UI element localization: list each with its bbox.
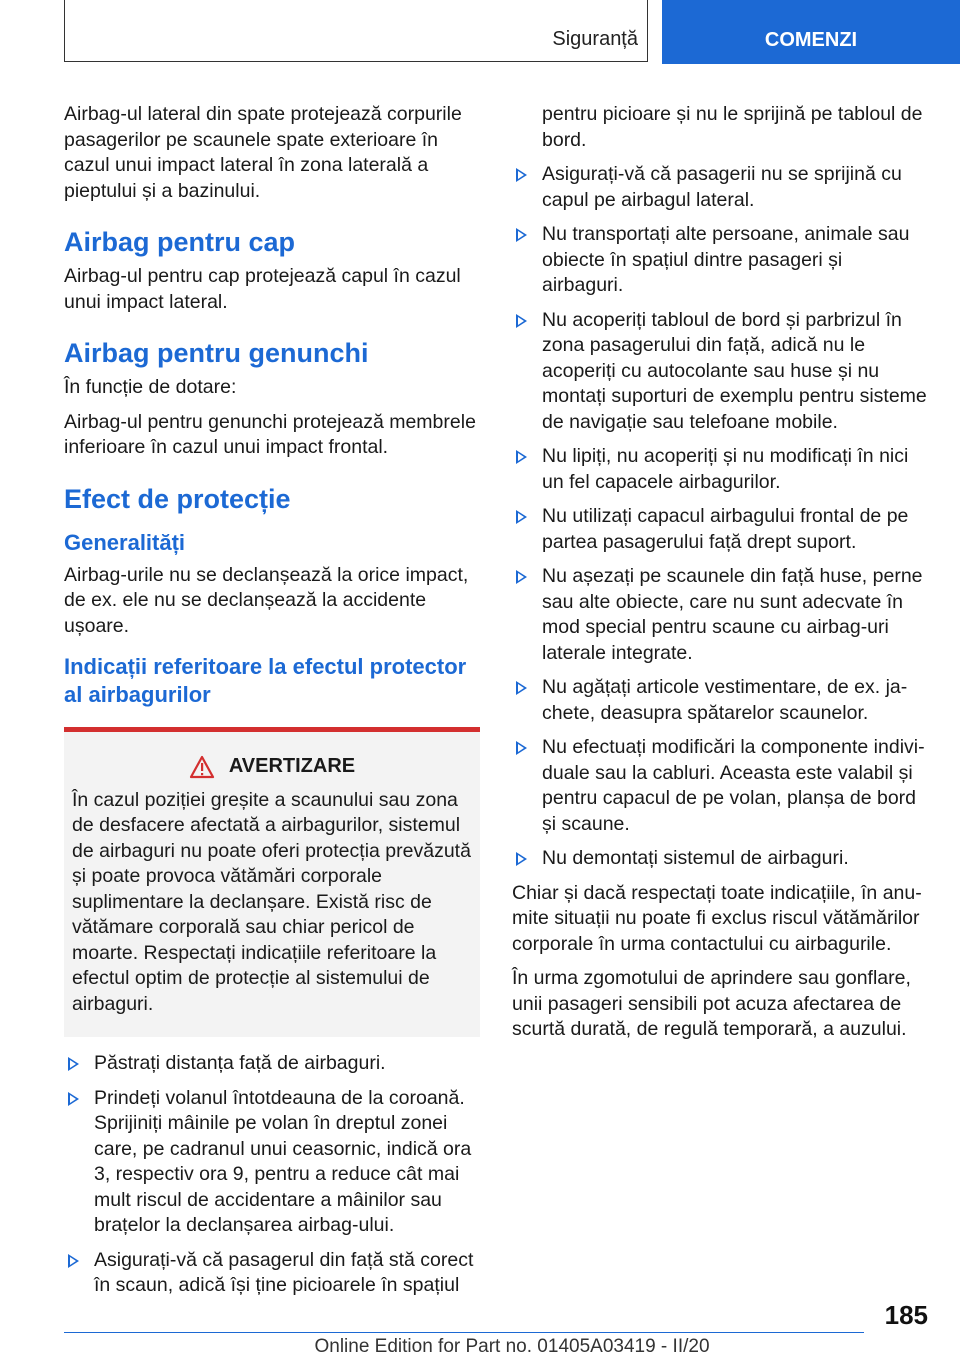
heading-airbag-genunchi: Airbag pentru genunchi xyxy=(64,338,369,368)
bullet-arrow-icon xyxy=(516,228,527,242)
list-item: Nu acoperiți tabloul de bord și parbrizul în zona pasagerului din față, adică nu le acoperiți cu autocolante sau huse și nu montați suporturi de exemplu pentru sisteme de navigație sau telefoane mobile. xyxy=(512,308,928,436)
bullet-arrow-icon xyxy=(516,741,527,755)
section-title: Siguranță xyxy=(552,28,638,50)
chapter-tab[interactable]: COMENZI xyxy=(662,0,960,64)
bullet-arrow-icon xyxy=(516,168,527,182)
warning-header xyxy=(72,754,472,780)
intro-paragraph: Airbag-ul lateral din spate protejează corpurile pasagerilor pe scaunele spate exterioare în cazul unui impact lateral în zona laterală a pieptului și a bazinului. xyxy=(64,103,462,202)
list-item: Păstrați distanța față de airbaguri. xyxy=(64,1051,480,1077)
footer-divider xyxy=(64,1332,864,1333)
right-column xyxy=(512,102,928,1052)
list-item: Nu demontați sistemul de airbaguri. xyxy=(512,846,928,872)
warning-box xyxy=(64,727,480,1037)
footer-edition: Online Edition for Part no. 01405A03419 - II/20 xyxy=(314,1336,710,1357)
warning-triangle-icon xyxy=(189,755,215,779)
list-item: Prindeți volanul întotdeauna de la coroană. Sprijiniți mâinile pe volan în dreptul zonei care, pe cadranul unui ceasornic, indică ora 3, respectiv ora 9, pentru a reduce cât mai mult riscul de accidentare a mâinilor sau brațelor la declanșarea airbag-ului. xyxy=(64,1086,480,1239)
list-item: Nu așezați pe scaunele din față huse, perne sau alte obiecte, care nu sunt adecvate în mod special pentru scaune cu airbag-uri laterale integrate. xyxy=(512,564,928,666)
list-item: Nu lipiți, nu acoperiți și nu modificați în nici un fel capacele airbagurilor. xyxy=(512,444,928,495)
list-item: Nu utilizați capacul airbagului frontal de pe partea pasagerului față drept suport. xyxy=(512,504,928,555)
paragraph-genunchi: Airbag-ul pentru genunchi protejează membrele inferioare în cazul unui impact frontal. xyxy=(64,410,476,458)
heading-efect-protectie: Efect de protecție xyxy=(64,483,291,514)
heading-indicatii: Indicații referitoare la efectul protector al airbagurilor xyxy=(64,654,467,707)
heading-generalitati: Generalități xyxy=(64,529,186,555)
paragraph-final-1: Chiar și dacă respectați toate indicațiile, în anumite situații nu poate fi exclus riscul vătămărilor corporale în urma contactului cu airbagurile. xyxy=(512,881,922,955)
paragraph-generalitati: Airbag-urile nu se declanșează la orice impact, de ex. ele nu se declanșează la accidente ușoare. xyxy=(64,563,469,637)
paragraph-genunchi-equipment: În funcție de dotare: xyxy=(64,376,237,398)
list-item: Nu agățați articole vestimentare, de ex. jachete, deasupra spătarelor scaunelor. xyxy=(512,675,928,726)
list-item: Nu transportați alte persoane, animale sau obiecte în spațiul dintre pasageri și airbaguri. xyxy=(512,222,928,299)
continuation-text: pentru picioare și nu le sprijină pe tabloul de bord. xyxy=(542,103,923,151)
bullet-arrow-icon xyxy=(516,570,527,584)
warning-text: În cazul poziției greșite a scaunului sau zona de desfacere afectată a airbagurilor, sistemul de airbaguri nu poate oferi protecția prevăzută și poate provoca vătămări corporale suplimentare la declanșare. Există risc de vătămare corporală sau chiar pericol de moarte. Respectați indicațiile referitoare la efectul optim de protecție al sistemului de airbaguri. xyxy=(72,788,471,1015)
left-bullet-list xyxy=(64,1051,480,1299)
heading-airbag-cap: Airbag pentru cap xyxy=(64,227,296,257)
warning-title: AVERTIZARE xyxy=(228,755,356,777)
left-column xyxy=(64,102,480,1308)
right-bullet-list xyxy=(512,162,928,872)
bullet-arrow-icon xyxy=(68,1057,79,1071)
bullet-arrow-icon xyxy=(516,450,527,464)
list-item: Asigurați-vă că pasagerii nu se sprijină cu capul pe airbagul lateral. xyxy=(512,162,928,213)
bullet-arrow-icon xyxy=(516,852,527,866)
bullet-arrow-icon xyxy=(516,314,527,328)
bullet-arrow-icon xyxy=(68,1092,79,1106)
paragraph-airbag-cap: Airbag-ul pentru cap protejează capul în cazul unui impact lateral. xyxy=(64,265,461,313)
page-number: 185 xyxy=(884,1300,928,1330)
list-item: Asigurați-vă că pasagerul din față stă corect în scaun, adică își ține picioarele în spațiul xyxy=(64,1248,480,1299)
paragraph-final-2: În urma zgomotului de aprindere sau gonflare, unii pasageri sensibili pot acuza afectarea de scurtă durată, de regulă temporară, a auzului. xyxy=(512,967,911,1040)
bullet-arrow-icon xyxy=(516,681,527,695)
bullet-arrow-icon xyxy=(516,510,527,524)
bullet-arrow-icon xyxy=(68,1254,79,1268)
list-item: Nu efectuați modificări la componente individuale sau la cabluri. Aceasta este valabil și pentru capacul de pe volan, planșa de bord și scaune. xyxy=(512,735,928,837)
